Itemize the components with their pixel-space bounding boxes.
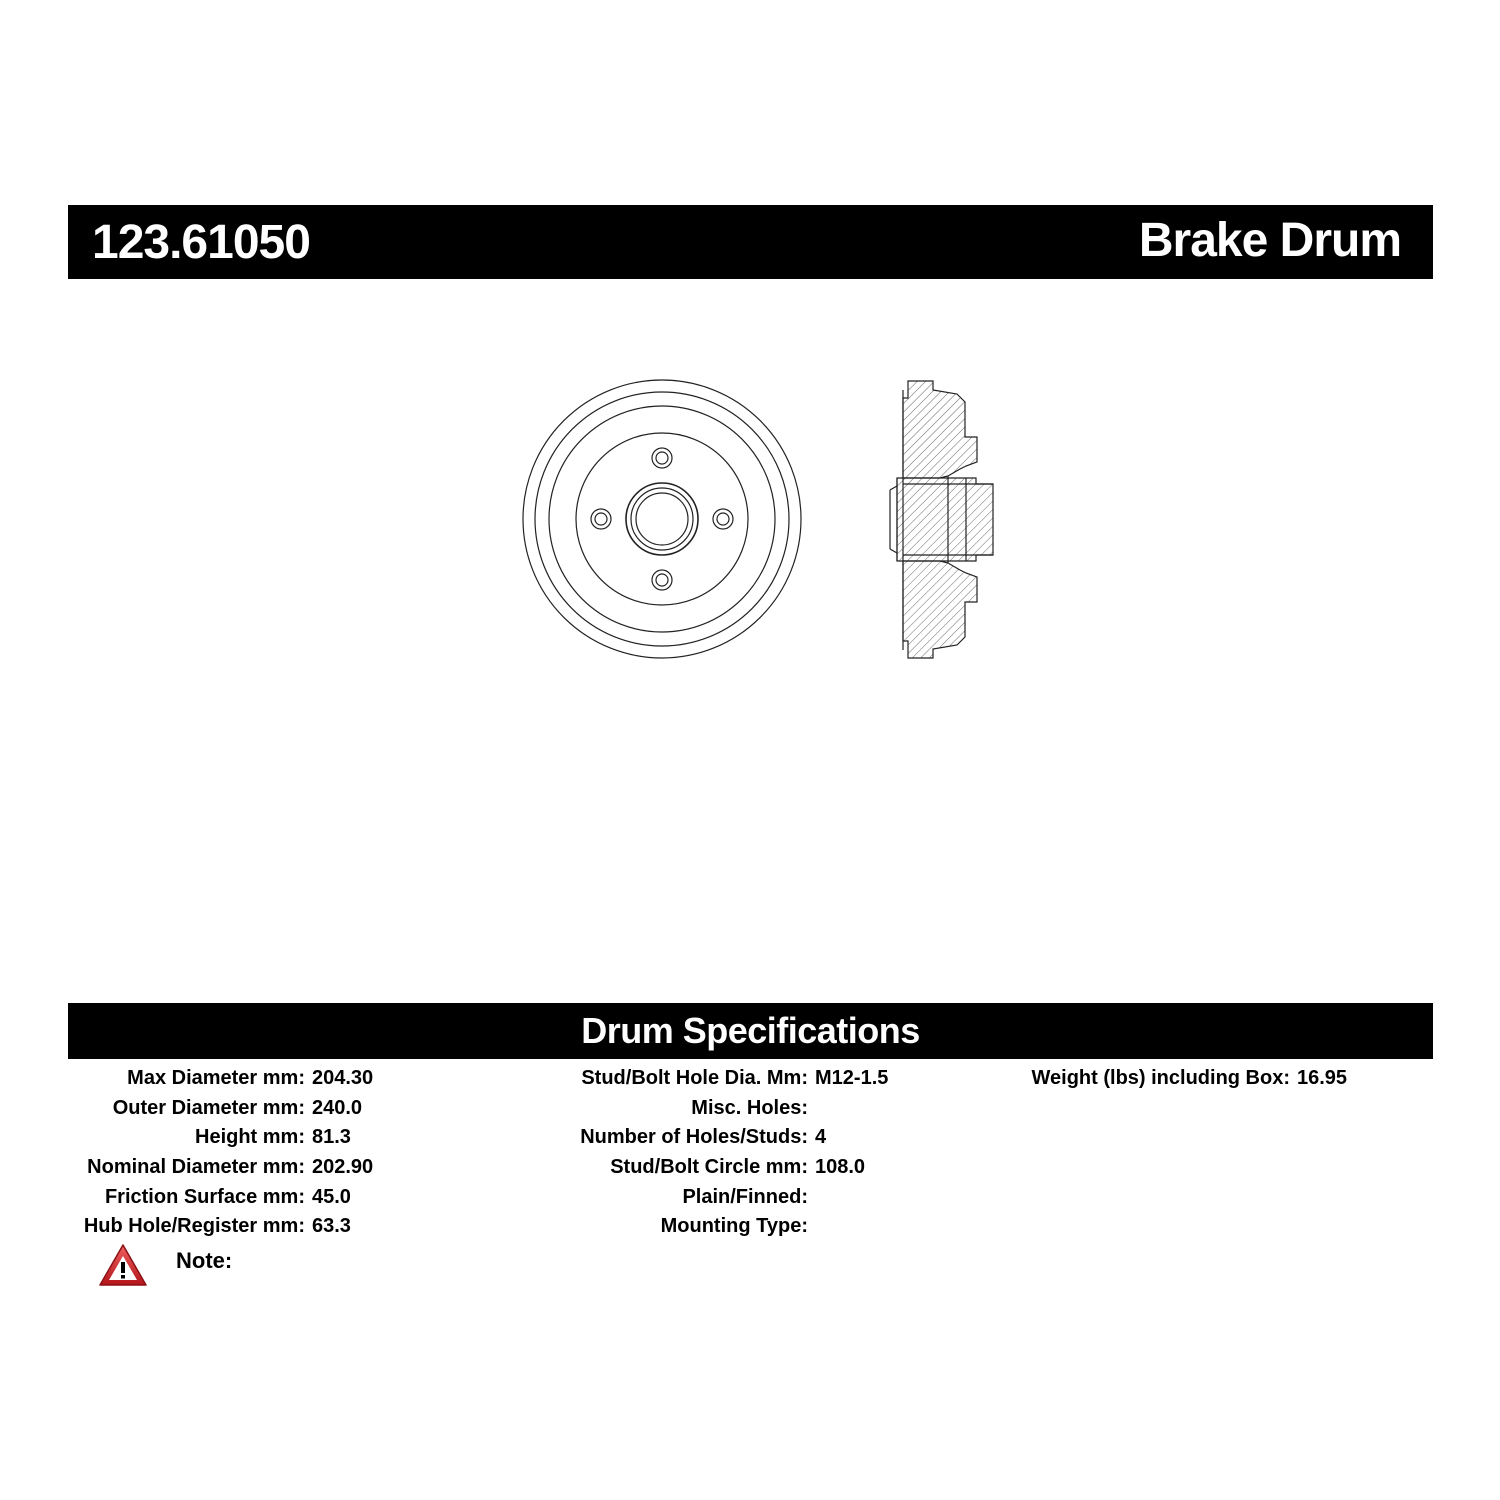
- spec-row: [560, 1094, 888, 1124]
- specs-column-1: [60, 1064, 373, 1242]
- stud-hole-bottom: [652, 570, 672, 590]
- outer-rim: [523, 380, 801, 658]
- spec-label: Nominal Diameter mm:: [87, 1156, 305, 1179]
- specs-column-3: [1000, 1064, 1347, 1094]
- stud-hole-top: [652, 448, 672, 468]
- spec-value: 45.0: [312, 1185, 351, 1208]
- front-view: [523, 380, 801, 658]
- spec-label: Friction Surface mm:: [104, 1185, 305, 1208]
- spec-value: M12-1.5: [815, 1067, 889, 1089]
- friction-surface-ring: [549, 406, 775, 632]
- side-view: [890, 381, 993, 658]
- spec-value: 81.3: [312, 1126, 351, 1149]
- hub-hole-mid: [631, 488, 693, 550]
- specs-title: Drum Specifications: [581, 1010, 920, 1051]
- spec-row: [60, 1123, 373, 1153]
- spec-row: [60, 1153, 373, 1183]
- specs-column-2: [560, 1064, 888, 1242]
- spec-row: [60, 1212, 373, 1242]
- hub-hole-outer: [626, 483, 698, 555]
- spec-label: Height mm:: [195, 1126, 305, 1149]
- spec-label: Mounting Type:: [660, 1215, 808, 1238]
- hub-section: [897, 478, 993, 561]
- spec-value: 4: [815, 1126, 827, 1149]
- spec-row: [60, 1094, 373, 1124]
- spec-row: [560, 1064, 888, 1094]
- spec-row: [560, 1123, 888, 1153]
- spec-value: 202.90: [312, 1156, 374, 1179]
- spec-row: [560, 1212, 888, 1242]
- spec-label: Stud/Bolt Circle mm:: [610, 1156, 808, 1179]
- spec-value: 204.30: [312, 1067, 374, 1089]
- stud-hole-left: [591, 509, 611, 529]
- note-label: Note:: [176, 1248, 233, 1273]
- spec-value: 240.0: [312, 1096, 363, 1119]
- spec-label: Stud/Bolt Hole Dia. Mm:: [581, 1067, 808, 1089]
- product-type: Brake Drum: [1138, 214, 1401, 267]
- hub-hole-inner: [636, 493, 688, 545]
- part-number: 123.61050: [92, 216, 310, 269]
- spec-value: 63.3: [312, 1215, 351, 1238]
- spec-row: [60, 1064, 373, 1094]
- lower-wall-section: [903, 561, 977, 658]
- spec-value: 108.0: [815, 1156, 866, 1179]
- drum-lip: [535, 392, 789, 646]
- stud-hole-right: [713, 509, 733, 529]
- spec-row: [1000, 1064, 1347, 1094]
- spec-label: Number of Holes/Studs:: [580, 1126, 808, 1149]
- hub-face: [576, 433, 748, 605]
- spec-label: Max Diameter mm:: [127, 1067, 305, 1089]
- note: [98, 1243, 398, 1289]
- spec-label: Plain/Finned:: [682, 1185, 808, 1208]
- spec-value: 16.95: [1297, 1067, 1348, 1089]
- specs-title-bar: [68, 1003, 1433, 1059]
- upper-wall-section: [903, 381, 977, 478]
- spec-label: Outer Diameter mm:: [112, 1096, 305, 1119]
- spec-label: Misc. Holes:: [691, 1096, 808, 1119]
- spec-label: Hub Hole/Register mm:: [83, 1215, 305, 1238]
- warning-icon: [98, 1243, 148, 1287]
- spec-label: Weight (lbs) including Box:: [1031, 1067, 1290, 1089]
- spec-row: [60, 1183, 373, 1213]
- spec-row: [560, 1183, 888, 1213]
- spec-row: [560, 1153, 888, 1183]
